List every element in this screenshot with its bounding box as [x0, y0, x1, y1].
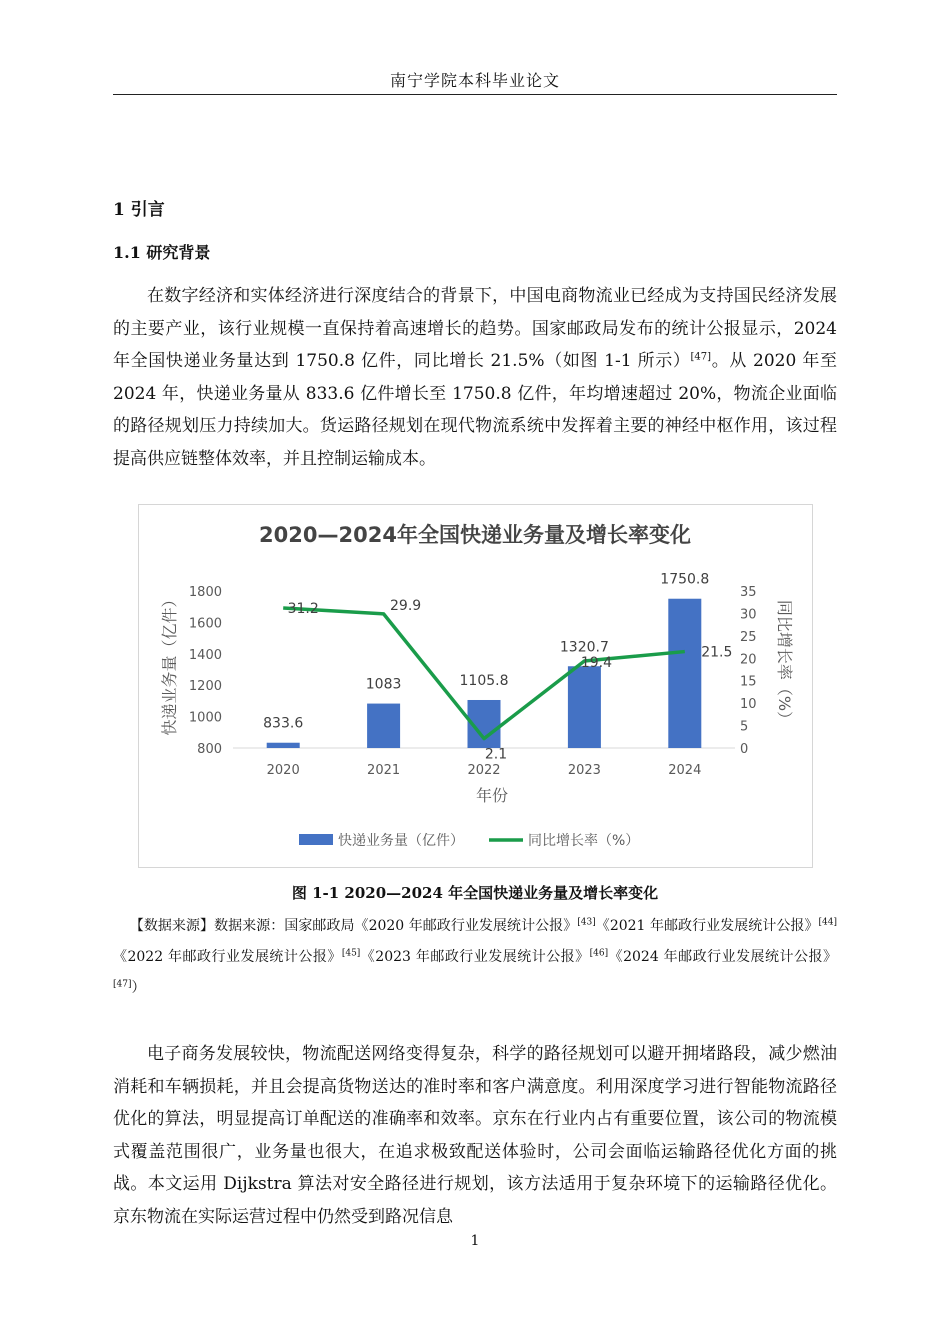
y2-tick-label: 25: [740, 629, 757, 645]
y-tick-label: 1200: [188, 679, 222, 695]
x-axis-title: 年份: [475, 786, 509, 805]
y-tick-label: 1400: [188, 647, 222, 663]
citation: [45]: [341, 948, 361, 959]
x-tick-label: 2023: [567, 763, 601, 778]
y2-tick-label: 30: [740, 607, 757, 623]
page-number: 1: [470, 1233, 480, 1249]
y2-tick-label: 10: [740, 697, 757, 713]
source-text: 《2024 年邮政行业发展统计公报》: [608, 949, 837, 965]
source-text: 《2021 年邮政行业发展统计公报》: [595, 918, 819, 934]
source-text: 《2023 年邮政行业发展统计公报》: [360, 949, 590, 965]
data-source-note: [113, 911, 837, 1004]
x-tick-label: 2024: [668, 763, 702, 778]
line-data-label: 31.2: [287, 601, 319, 618]
citation: [44]: [818, 917, 837, 928]
header-rule: [113, 94, 837, 95]
source-text: ）: [131, 980, 146, 996]
bar-data-label: 1105.8: [459, 672, 509, 689]
citation: [46]: [589, 948, 609, 959]
y-tick-label: 1000: [188, 710, 222, 726]
line-data-label: 2.1: [484, 746, 508, 763]
y-tick-label: 1800: [188, 585, 222, 600]
chart-title: 2020—2024年全国快递业务量及增长率变化: [259, 523, 691, 547]
x-tick-label: 2020: [266, 763, 300, 778]
bar: [668, 599, 701, 748]
legend-label-bar: 快递业务量（亿件）: [338, 833, 464, 849]
y2-tick-label: 0: [740, 742, 749, 757]
bar-data-label: 1750.8: [660, 571, 710, 588]
line-data-label: 21.5: [701, 644, 733, 661]
paragraph-text: 。从 2020 年至 2024 年，快递业务量从 833.6 亿件增长至 1750.8 亿件，年均增速超过 20%，物流企业面临的路径规划压力持续加大。货运路径规划在现代物流系统中发挥着主要的神经中枢作用，该过程提高供应链整体效率，并且控制运输成本。: [113, 351, 837, 469]
y-tick-label: 800: [197, 742, 222, 757]
citation: [47]: [113, 979, 132, 990]
source-text: 《2022 年邮政行业发展统计公报》: [113, 949, 342, 965]
source-text: 【数据来源】数据来源：国家邮政局《2020 年邮政行业发展统计公报》: [129, 918, 578, 934]
citation: [47]: [690, 351, 712, 363]
y2-tick-label: 20: [740, 652, 757, 668]
y-axis-title: 快递业务量（亿件）: [160, 591, 179, 736]
figure-caption: 图 1-1 2020—2024 年全国快递业务量及增长率变化: [291, 884, 659, 902]
paragraph-text: 在数字经济和实体经济进行深度结合的背景下，中国电商物流业已经成为支持国民经济发展的主要产业，该行业规模一直保持着高速增长的趋势。国家邮政局发布的统计公报显示，2024 年全国快递业务量达到 1750.8 亿件，同比增长 21.5%（如图 1-1 所示）: [113, 286, 837, 372]
bar-data-label: 1083: [365, 676, 402, 693]
y-tick-label: 1600: [188, 616, 222, 632]
line-data-label: 29.9: [390, 597, 422, 614]
legend-swatch-bar: [299, 834, 333, 845]
bar-data-label: 1320.7: [559, 639, 609, 656]
x-tick-label: 2021: [367, 763, 401, 778]
bar-data-label: 833.6: [263, 715, 304, 732]
y2-tick-label: 35: [740, 585, 757, 600]
legend-label-line: 同比增长率（%）: [528, 833, 640, 849]
paragraph-motivation: 电子商务发展较快，物流配送网络变得复杂，科学的路径规划可以避开拥堵路段，减少燃油消耗和车辆损耗，并且会提高货物送达的准时率和客户满意度。利用深度学习进行智能物流路径优化的算法，明显提高订单配送的准确率和效率。京东在行业内占有重要位置，该公司的物流模式覆盖范围很广，业务量也很大，在追求极致配送体验时，公司会面临运输路径优化方面的挑战。本文运用 Dijkstra 算法对安全路径进行规划，该方法适用于复杂环境下的运输路径优化。京东物流在实际运营过程中仍然受到路况信息: [113, 1044, 837, 1227]
y2-tick-label: 15: [740, 674, 757, 690]
y2-axis-title: 同比增长率（%）: [775, 599, 794, 728]
line-data-label: 19.4: [580, 654, 612, 671]
y2-tick-label: 5: [740, 719, 749, 735]
paragraph-background: [113, 280, 837, 476]
combo-chart: [139, 505, 812, 867]
subsection-heading: 1.1 研究背景: [113, 243, 211, 262]
bar: [367, 704, 400, 748]
bar: [568, 666, 601, 748]
figure-chart: [138, 504, 813, 868]
bar: [267, 743, 300, 748]
section-heading: 1 引言: [113, 200, 165, 220]
x-tick-label: 2022: [467, 763, 501, 778]
running-header: 南宁学院本科毕业论文: [389, 71, 560, 90]
citation: [43]: [577, 917, 596, 928]
